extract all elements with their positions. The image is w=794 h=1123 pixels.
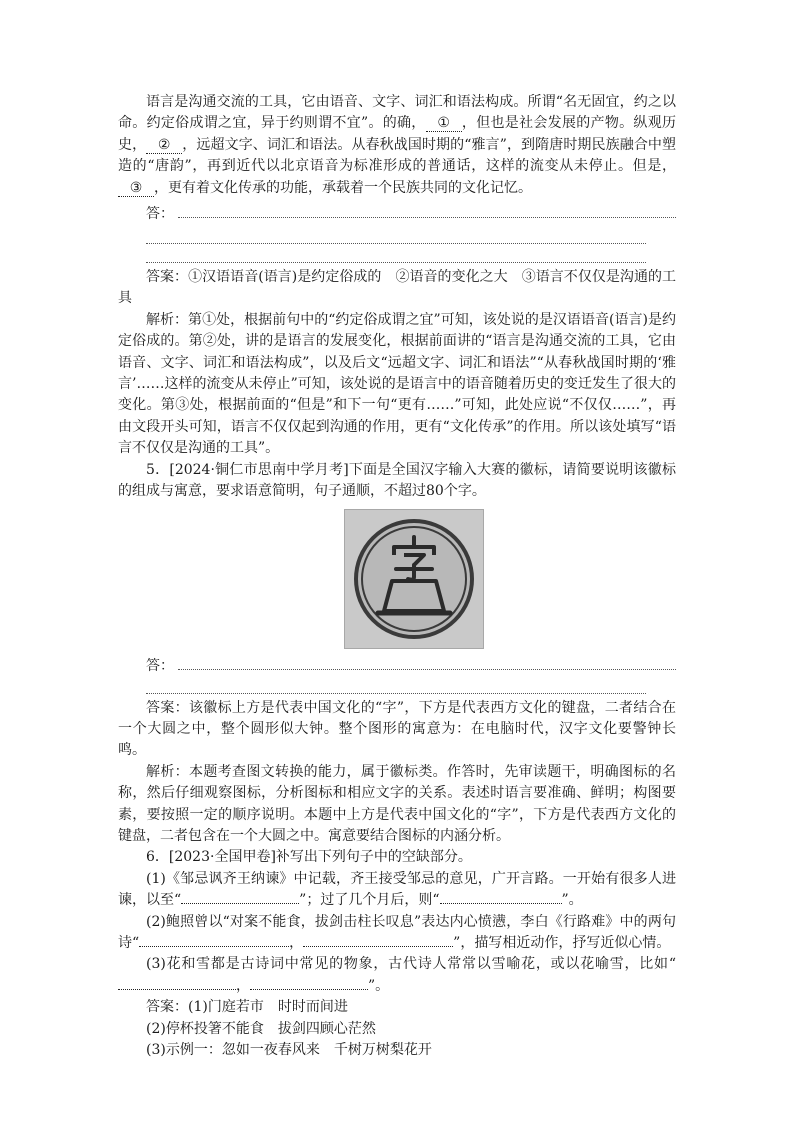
q5-answer-line-1[interactable] bbox=[118, 653, 676, 675]
q6-s2-text-c: ”，描写相近动作，抒写近似心情。 bbox=[453, 934, 671, 951]
q6-blank-2[interactable] bbox=[440, 903, 562, 904]
blank-1[interactable]: ① bbox=[426, 115, 462, 132]
q6-stem: 6．[2023·全国甲卷]补写出下列句子中的空缺部分。 bbox=[146, 849, 472, 866]
q6-s3-text-a: (3)花和雪都是古诗词中常见的物象，古代诗人常常以雪喻花，或以花喻雪，比如“ bbox=[146, 956, 676, 973]
passage-paragraph bbox=[118, 92, 676, 199]
q6-sentence-2 bbox=[118, 912, 676, 955]
q4-answer-line-1[interactable] bbox=[118, 201, 676, 223]
document-page bbox=[118, 92, 676, 1061]
dotted-line bbox=[178, 216, 676, 218]
q5-analysis: 解析：本题考查图文转换的能力，属于徽标类。作答时，先审读题干，明确图标的名称，然后仔细观察图标，分析图标和相应文字的关系。表述时语言要准确、鲜明；构图要素，要按照一定的顺序说明。本题中上方是代表中国文化的“字”，下方是代表西方文化的键盘，二者包含在一个大圆之中。寓意要结合图标的内涵分析。 bbox=[118, 763, 676, 844]
q4-analysis: 解析：第①处，根据前句中的“约定俗成谓之宜”可知，该处说的是汉语语音(语言)是约定俗成的。第②处，讲的是语言的发展变化，根据前面讲的“语言是沟通交流的工具，它由语音、文字、词汇和语法构成”，以及后文“远超文字、词汇和语法”“从春秋战国时期的‘雅言’……这样的流变从未停止”可知，该处说的是语言中的语音随着历史的变迁发生了很大的变化。第③处，根据前面的“但是”和下一句“更有……”可知，此处应说“不仅仅……”，再由文段开头可知，语言不仅仅起到沟通的作用，更有“文化传承”的作用。所以该处填写“语言不仅仅是沟通的工具”。 bbox=[118, 311, 676, 457]
q6-sentence-3 bbox=[118, 954, 676, 997]
q6-blank-3[interactable] bbox=[139, 946, 289, 947]
q5-stem: 5．[2024·铜仁市思南中学月考]下面是全国汉字输入大赛的徽标，请简要说明该徽标的组成与寓意，要求语意简明，句子通顺，不超过80个字。 bbox=[118, 461, 676, 500]
passage-text-1: 语言是沟通交流的工具，它由语音、文字、词汇和语法构成。所谓“名无固宜，约之以命。约定俗成谓之宜，异于约则谓不宜”。的确， bbox=[118, 94, 676, 132]
blank-3[interactable]: ③ bbox=[118, 180, 154, 197]
q6-answer-1: 答案：(1)门庭若市 时时而间进 bbox=[146, 999, 348, 1016]
q5-answer-line-2[interactable] bbox=[146, 675, 646, 694]
passage-text-3: ，远超文字、词汇和语法。从春秋战国时期的“雅言”，到隋唐时期民族融合中塑造的“唐韵”，再到近代以北京语音为标准形成的普通话，这样的流变从未停止。但是， bbox=[118, 136, 677, 175]
q4-answer-line-3[interactable] bbox=[146, 244, 646, 263]
q4-answer: 答案：①汉语语音(语言)是约定俗成的 ②语音的变化之大 ③语言不仅仅是沟通的工具 bbox=[118, 269, 676, 307]
q6-blank-1[interactable] bbox=[181, 903, 299, 904]
q6-s1-text-c: ”。 bbox=[561, 892, 583, 909]
passage-text-4: ，更有着文化传承的功能，承载着一个民族共同的文化记忆。 bbox=[154, 179, 532, 196]
q4-answer-label: 答： bbox=[146, 206, 174, 223]
blank-2[interactable]: ② bbox=[146, 137, 182, 154]
q6-s3-text-b: ， bbox=[236, 977, 250, 994]
q6-s2-text-a: (2)鲍照曾以“对案不能食，拔剑击柱长叹息”表达内心愤懑，李白《行路难》中的两句诗“ bbox=[118, 913, 676, 951]
q6-answer-2: (2)停杯投箸不能食 拔剑四顾心茫然 bbox=[146, 1020, 376, 1037]
passage-text-2: ，但也是社会发展的产物。纵观历史， bbox=[118, 115, 677, 153]
emblem-icon bbox=[350, 515, 478, 643]
q5-answer: 答案：该徽标上方是代表中国文化的“字”，下方是代表西方文化的键盘，二者结合在一个大圆之中，整个圆形似大钟。整个图形的寓意为：在电脑时代，汉字文化要警钟长鸣。 bbox=[118, 699, 676, 759]
q6-blank-5[interactable] bbox=[118, 989, 236, 990]
q5-answer-label: 答： bbox=[146, 657, 174, 674]
q5-answer-area[interactable] bbox=[118, 653, 676, 694]
dotted-line bbox=[178, 668, 676, 670]
q4-answer-area[interactable] bbox=[118, 201, 676, 263]
q6-s3-text-c: ”。 bbox=[368, 977, 390, 994]
q6-blank-4[interactable] bbox=[303, 946, 453, 947]
emblem-image bbox=[344, 509, 484, 649]
q6-sentence-1 bbox=[118, 869, 676, 912]
q6-blank-6[interactable] bbox=[250, 989, 368, 990]
q6-s1-text-b: ”；过了几个月后，则“ bbox=[299, 892, 440, 909]
q4-answer-line-2[interactable] bbox=[146, 223, 646, 244]
q6-answer-3: (3)示例一：忽如一夜春风来 千树万树梨花开 bbox=[146, 1042, 432, 1058]
q6-s1-text-a: (1)《邹忌讽齐王纳谏》中记载，齐王接受邹忌的意见，广开言路。一开始有很多人进谏，以至“ bbox=[118, 870, 676, 909]
q6-s2-text-b: ， bbox=[289, 934, 304, 951]
